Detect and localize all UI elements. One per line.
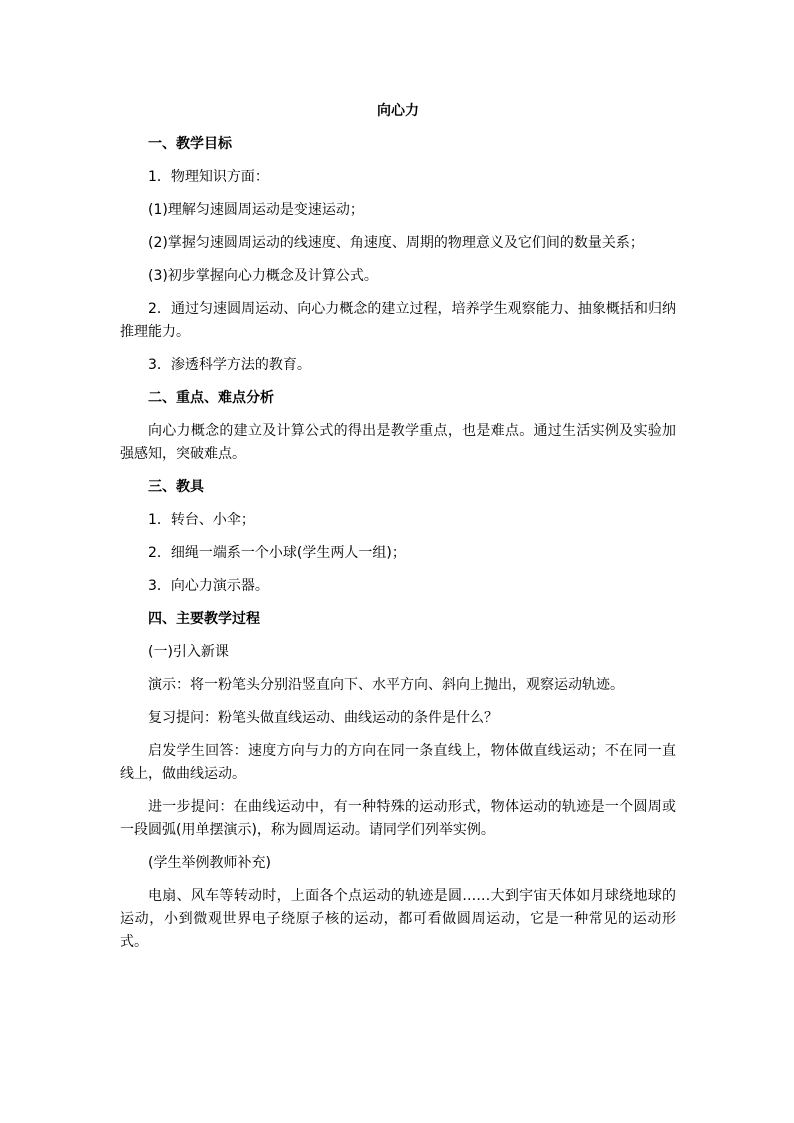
paragraph: 复习提问：粉笔头做直线运动、曲线运动的条件是什么？ <box>148 710 498 726</box>
paragraph: (3)初步掌握向心力概念及计算公式。 <box>148 268 378 284</box>
paragraph: 进一步提问：在曲线运动中，有一种特殊的运动形式，物体运动的轨迹是一个圆周或一段圆弧(用单摆演示)，称为圆周运动。请同学们列举实例。 <box>120 799 676 838</box>
paragraph: (2)掌握匀速圆周运动的线速度、角速度、周期的物理意义及它们间的数量关系； <box>148 235 644 251</box>
paragraph: (一)引入新课 <box>148 644 229 660</box>
paragraph: 2．通过匀速圆周运动、向心力概念的建立过程，培养学生观察能力、抽象概括和归纳推理能力。 <box>120 301 676 340</box>
section-heading-teaching-aids: 三、教具 <box>148 479 204 495</box>
section-heading-teaching-process: 四、主要教学过程 <box>148 611 260 627</box>
paragraph: 1．转台、小伞； <box>148 512 255 528</box>
paragraph: 3．渗透科学方法的教育。 <box>148 357 311 373</box>
paragraph: (学生举例教师补充) <box>148 855 271 871</box>
document-title: 向心力 <box>377 103 419 119</box>
section-heading-objectives: 一、教学目标 <box>148 136 232 152</box>
paragraph: 向心力概念的建立及计算公式的得出是教学重点，也是难点。通过生活实例及实验加强感知，突破难点。 <box>120 423 676 462</box>
paragraph: 3．向心力演示器。 <box>148 578 269 594</box>
paragraph: 2．细绳一端系一个小球(学生两人一组)； <box>148 545 406 561</box>
paragraph: 演示：将一粉笔头分别沿竖直向下、水平方向、斜向上抛出，观察运动轨迹。 <box>148 677 624 693</box>
paragraph: 启发学生回答：速度方向与力的方向在同一条直线上，物体做直线运动；不在同一直线上，做曲线运动。 <box>120 743 676 782</box>
paragraph: 1．物理知识方面： <box>148 169 269 185</box>
section-heading-key-points: 二、重点、难点分析 <box>148 390 274 406</box>
document-page <box>120 100 676 964</box>
paragraph: (1)理解匀速圆周运动是变速运动； <box>148 202 364 218</box>
paragraph: 电扇、风车等转动时，上面各个点运动的轨迹是圆……大到宇宙天体如月球绕地球的运动，小到微观世界电子绕原子核的运动，都可看做圆周运动，它是一种常见的运动形式。 <box>120 888 676 950</box>
